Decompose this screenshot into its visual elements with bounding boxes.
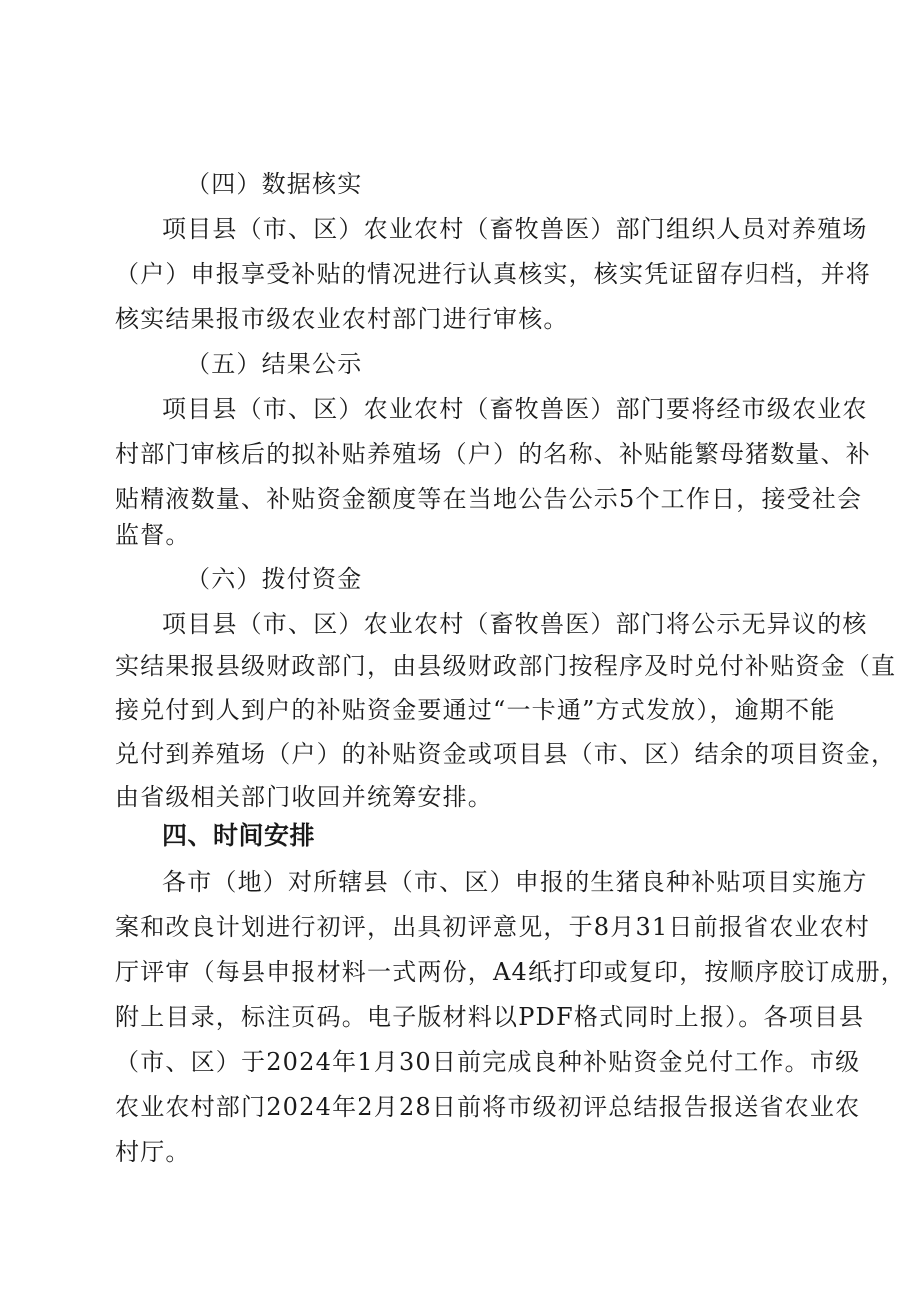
paragraph-line: 项目县（市、区）农业农村（畜牧兽医）部门将公示无异议的核 — [162, 610, 868, 638]
paragraph-line: （市、区）于2024年1月30日前完成良种补贴资金兑付工作。市级 — [115, 1048, 861, 1076]
section-heading-result-publicity: （五）结果公示 — [186, 350, 363, 378]
paragraph-line: 案和改良计划进行初评，出具初评意见，于8月31日前报省农业农村 — [115, 913, 871, 941]
paragraph-line: 附上目录，标注页码。电子版材料以PDF格式同时上报）。各项目县 — [115, 1003, 865, 1031]
paragraph-line: 项目县（市、区）农业农村（畜牧兽医）部门组织人员对养殖场 — [162, 215, 868, 243]
paragraph-line: 项目县（市、区）农业农村（畜牧兽医）部门要将经市级农业农 — [162, 395, 868, 423]
paragraph-line: 核实结果报市级农业农村部门进行审核。 — [115, 305, 569, 333]
paragraph-line: 村部门审核后的拟补贴养殖场（户）的名称、补贴能繁母猪数量、补 — [115, 440, 871, 468]
paragraph-line: 各市（地）对所辖县（市、区）申报的生猪良种补贴项目实施方 — [162, 868, 868, 896]
paragraph-line: 监督。 — [115, 521, 191, 549]
paragraph-line: 农业农村部门2024年2月28日前将市级初评总结报告报送省农业农 — [115, 1093, 861, 1121]
chapter-heading-schedule: 四、时间安排 — [162, 821, 316, 850]
paragraph-line: 贴精液数量、补贴资金额度等在当地公告公示5个工作日，接受社会 — [115, 485, 863, 513]
paragraph-line: 兑付到养殖场（户）的补贴资金或项目县（市、区）结余的项目资金， — [115, 740, 897, 768]
paragraph-line: 实结果报县级财政部门，由县级财政部门按程序及时兑付补贴资金（直 — [115, 652, 897, 680]
paragraph-line: 由省级相关部门收回并统筹安排。 — [115, 783, 493, 811]
section-heading-fund-disbursement: （六）拨付资金 — [186, 565, 363, 593]
paragraph-line: 厅评审（每县申报材料一式两份，A4纸打印或复印，按顺序胶订成册， — [115, 958, 906, 986]
paragraph-line: 村厅。 — [115, 1138, 191, 1166]
paragraph-line: （户）申报享受补贴的情况进行认真核实，核实凭证留存归档，并将 — [115, 260, 871, 288]
paragraph-line: 接兑付到人到户的补贴资金要通过“一卡通”方式发放），逾期不能 — [115, 696, 836, 724]
section-heading-data-verification: （四）数据核实 — [186, 170, 363, 198]
